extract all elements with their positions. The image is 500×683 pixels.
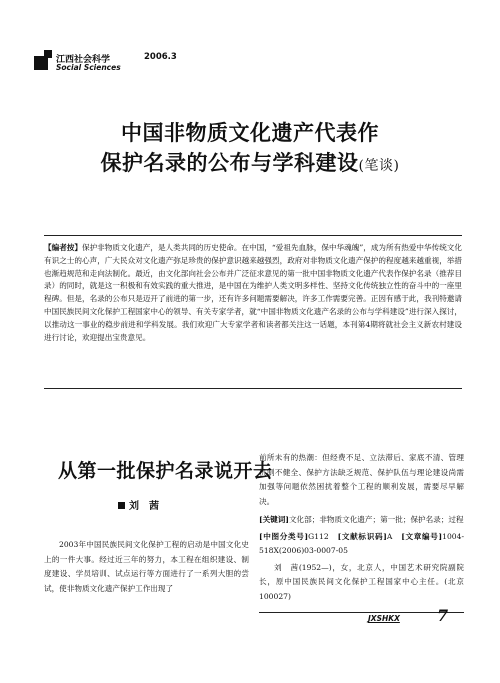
keywords [259,513,464,528]
author-square-icon [118,502,125,509]
doc-label: [文献标识码] [337,531,387,541]
feature-title-line-1: 中国非物质文化遗产代表作 [121,120,379,145]
journal-name: 江西社会科学 [56,55,111,65]
journal-english-name: Social Sciences [56,63,121,72]
article-no-label: [文章编号] [401,531,443,541]
class-label: [中图分类号] [259,531,309,541]
class-value: G112 [308,531,329,541]
article-author [118,497,159,512]
classification-info [259,530,464,559]
article-body-left: 2003年中国民族民间文化保护工程的启动是中国文化史上的一件大事。经过近三年的努力，本工程在组织建设、制度建设、学员培训、试点运行等方面进行了一系列大胆的尝试，使非物质文化遗产保护工作出现了 [44,540,249,593]
feature-title-note: (笔谈) [358,158,400,174]
page-number: 7 [437,606,449,625]
feature-title-line-2 [60,148,440,181]
keywords-text: 文化部；非物质文化遗产；第一批；保护名录；过程 [288,515,464,524]
article-title: 从第一批保护名录说开去 [58,460,273,482]
article-no-value: 1004-518X(2006)03-0007-05 [259,531,465,555]
feature-title-line-2-text: 保护名录的公布与学科建设 [100,150,359,175]
footer-journal-code: JXSHKX [368,614,400,623]
journal-issue: 2006.3 [144,52,177,62]
editor-note-text: 保护非物质文化遗产，是人类共同的历史使命。在中国，“爱祖先血脉，保中华魂魄”，成为所有热爱中华传统文化有识之士的心声，广大民众对文化遗产弥足珍贵的保护意识越来越强烈，政府对非物质文化遗产保护的程度越来越重视，举措也渐趋规范和走向法制化。最近，由文化部向社会公布并广泛征求意见的第一批中国非物质文化遗产代表作保护名录（推荐目录）的同时，就是这一积极和有效实践的重大推进，是中国在为维护人类文明多样性、坚持文化传统独立性的奋斗中的一座里程碑。但是，名录的公布只是迈开了前进的第一步，还有许多问题需要解决，许多工作需要完善。正因有感于此，我刊特邀请中国民族民间文化保护工程国家中心的领导、有关专家学者，就“中国非物质文化遗产名录的公布与学科建设”进行深入探讨，以推动这一事业的稳步前进和学科发展。我们欢迎广大专家学者和读者都关注这一话题，本刊第4期将就社会主义新农村建设进行讨论，欢迎提出宝贵意见。 [44,243,462,342]
footer-divider [259,612,464,613]
author-name: 刘 茜 [129,501,159,512]
author-bio: 刘 茜(1952—)，女，北京人，中国艺术研究院副院长，原中国民族民间文化保护工程国家中心主任。(北京100027) [259,562,464,601]
keywords-label: [关键词] [259,515,289,524]
editor-note [44,242,462,344]
article-right-column [259,451,464,604]
editor-note-label: 【编者按】 [44,243,82,252]
editor-note-box [44,235,462,389]
journal-logo-icon [34,56,48,70]
feature-title [60,118,440,181]
journal-logo-notch [44,50,52,58]
doc-value: A [386,531,393,541]
article-body-continuation: 前所未有的热潮：但经费不足、立法滞后、家底不清、管理机制不健全、保护方法缺乏规范、保护队伍与理论建设尚需加强等问题依然困扰着整个工程的顺利发展，需要尽早解决。 [259,453,464,506]
journal-header [34,50,234,76]
